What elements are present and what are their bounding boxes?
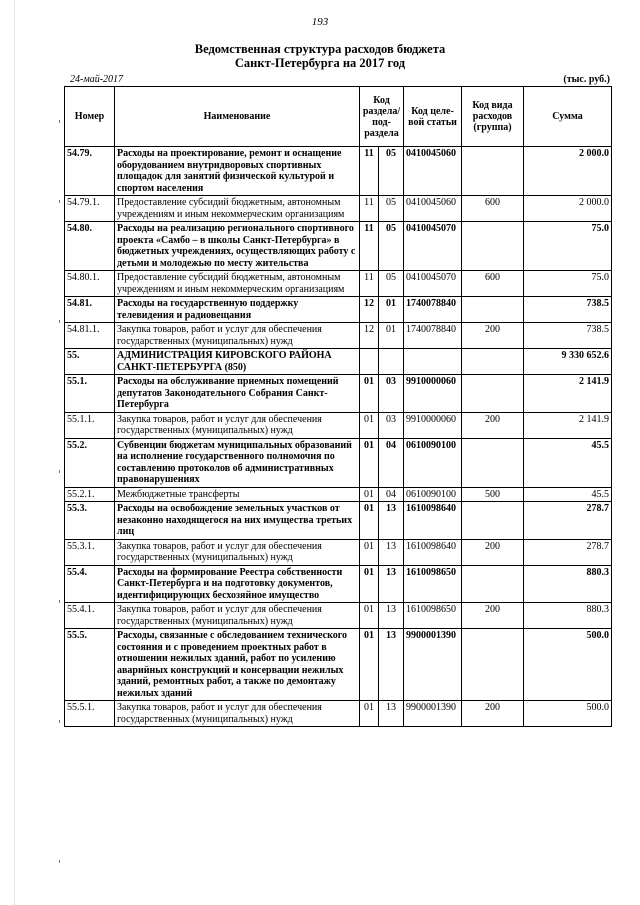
title-line-1: Ведомственная структура расходов бюджета [194,42,446,56]
title-line-2: Санкт-Петербурга на 2017 год [234,56,406,70]
row-expense-type [462,438,524,487]
row-name: Закупка товаров, работ и услуг для обеспечения государственных (муниципальных) нужд [115,701,360,727]
row-sum: 278.7 [524,539,612,565]
row-section: 01 [360,629,379,701]
row-name: Расходы на государственную поддержку телевидения и радиовещания [115,297,360,323]
row-section: 11 [360,271,379,297]
row-target-code: 9900001390 [404,629,462,701]
header-number: Номер [65,87,115,147]
row-target-code: 0610090100 [404,487,462,502]
table-row [65,438,612,487]
row-sum: 880.3 [524,603,612,629]
table-row [65,271,612,297]
row-expense-type: 600 [462,196,524,222]
row-sum: 738.5 [524,297,612,323]
table-row [65,412,612,438]
table-row [65,701,612,727]
document-title [0,42,640,70]
row-expense-type [462,502,524,540]
row-subsection: 05 [379,271,404,297]
table-header-row [65,87,612,147]
row-section: 01 [360,502,379,540]
row-expense-type: 600 [462,271,524,297]
row-name: Предоставление субсидий бюджетным, автономным учреждениям и иным некоммерческим организациям [115,196,360,222]
table-row [65,147,612,196]
row-number: 55.2. [65,438,115,487]
scan-margin-line [14,0,15,905]
row-target-code: 9910000060 [404,375,462,413]
header-target-code: Код целе-вой статьи [404,87,462,147]
row-name: Расходы на реализацию регионального спортивного проекта «Самбо – в школы Санкт-Петербурга» в бюджетных учреждениях, осуществляющих работу с детьми и молодежью по месту жительства [115,222,360,271]
row-target-code: 0410045060 [404,147,462,196]
row-sum: 278.7 [524,502,612,540]
row-expense-type: 200 [462,412,524,438]
row-subsection: 01 [379,323,404,349]
row-number: 54.81.1. [65,323,115,349]
row-section: 01 [360,412,379,438]
table-row [65,487,612,502]
table-row [65,603,612,629]
row-target-code: 9910000060 [404,412,462,438]
row-number: 54.80. [65,222,115,271]
table-body [65,147,612,727]
row-name: Закупка товаров, работ и услуг для обеспечения государственных (муниципальных) нужд [115,603,360,629]
table-row [65,629,612,701]
row-expense-type [462,349,524,375]
row-name: Расходы на освобождение земельных участков от незаконно находящегося на них имущества третьих лиц [115,502,360,540]
units-label: (тыс. руб.) [563,74,610,85]
row-expense-type: 200 [462,603,524,629]
row-sum: 9 330 652.6 [524,349,612,375]
table-row [65,222,612,271]
row-sum: 2 141.9 [524,375,612,413]
row-number: 55.5.1. [65,701,115,727]
row-target-code: 0410045070 [404,222,462,271]
row-sum: 2 000.0 [524,147,612,196]
row-subsection: 03 [379,412,404,438]
table-row [65,502,612,540]
budget-table [64,86,612,727]
row-number: 55.4. [65,565,115,603]
binding-marks [59,0,61,905]
row-section: 11 [360,222,379,271]
header-section-code: Код раздела/ под-раздела [360,87,404,147]
row-name: Предоставление субсидий бюджетным, автономным учреждениям и иным некоммерческим организациям [115,271,360,297]
row-expense-type: 200 [462,701,524,727]
table-row [65,565,612,603]
row-name: Расходы, связанные с обследованием технического состояния и с проведением проектных работ в отношении нежилых зданий, работ по усилению аварийных конструкций и консервации нежилых зданий, ремонтных работ, а также по демонтажу нежилых зданий [115,629,360,701]
document-date: 24-май-2017 [70,74,124,85]
table-row [65,375,612,413]
row-expense-type [462,375,524,413]
row-name: Субвенции бюджетам муниципальных образований на исполнение государственного полномочия по составлению протоколов об административных правонарушениях [115,438,360,487]
row-expense-type: 200 [462,323,524,349]
row-number: 54.79. [65,147,115,196]
row-target-code: 1610098650 [404,565,462,603]
row-sum: 880.3 [524,565,612,603]
row-name: АДМИНИСТРАЦИЯ КИРОВСКОГО РАЙОНА САНКТ-ПЕТЕРБУРГА (850) [115,349,360,375]
row-section: 11 [360,147,379,196]
row-sum: 738.5 [524,323,612,349]
row-number: 55.3. [65,502,115,540]
row-target-code: 1740078840 [404,323,462,349]
row-subsection: 13 [379,502,404,540]
row-number: 55. [65,349,115,375]
row-section: 01 [360,539,379,565]
row-target-code: 1610098650 [404,603,462,629]
table-row [65,539,612,565]
row-target-code: 1610098640 [404,502,462,540]
row-subsection: 13 [379,565,404,603]
row-expense-type [462,222,524,271]
row-subsection: 01 [379,297,404,323]
row-section: 01 [360,487,379,502]
row-subsection: 05 [379,147,404,196]
row-name: Закупка товаров, работ и услуг для обеспечения государственных (муниципальных) нужд [115,412,360,438]
row-sum: 2 141.9 [524,412,612,438]
row-expense-type [462,147,524,196]
row-section [360,349,379,375]
row-sum: 45.5 [524,487,612,502]
row-expense-type [462,297,524,323]
row-sum: 75.0 [524,222,612,271]
row-sum: 2 000.0 [524,196,612,222]
row-number: 55.1.1. [65,412,115,438]
row-section: 12 [360,323,379,349]
row-subsection: 04 [379,487,404,502]
header-expense-type: Код вида расходов (группа) [462,87,524,147]
row-target-code: 0610090100 [404,438,462,487]
row-section: 12 [360,297,379,323]
row-section: 01 [360,438,379,487]
row-number: 55.3.1. [65,539,115,565]
row-expense-type: 200 [462,539,524,565]
row-section: 11 [360,196,379,222]
row-name: Расходы на проектирование, ремонт и оснащение оборудованием внутридворовых спортивных площадок для занятий физической культурой и спортом населения [115,147,360,196]
table-row [65,196,612,222]
row-expense-type [462,565,524,603]
row-name: Закупка товаров, работ и услуг для обеспечения государственных (муниципальных) нужд [115,539,360,565]
row-target-code: 1740078840 [404,297,462,323]
table-row [65,349,612,375]
row-target-code: 1610098640 [404,539,462,565]
page-number: 193 [311,16,329,28]
row-sum: 45.5 [524,438,612,487]
row-sum: 500.0 [524,701,612,727]
row-subsection: 04 [379,438,404,487]
row-name: Расходы на обслуживание приемных помещений депутатов Законодательного Собрания Санкт-Петербурга [115,375,360,413]
row-section: 01 [360,603,379,629]
row-number: 55.2.1. [65,487,115,502]
row-sum: 75.0 [524,271,612,297]
row-number: 55.1. [65,375,115,413]
row-target-code: 0410045060 [404,196,462,222]
row-subsection [379,349,404,375]
row-subsection: 13 [379,539,404,565]
row-name: Расходы на формирование Реестра собственности Санкт-Петербурга и на подготовку документов, идентифицирующих бесхозяйное имущество [115,565,360,603]
table-row [65,323,612,349]
row-section: 01 [360,565,379,603]
row-subsection: 13 [379,701,404,727]
row-subsection: 13 [379,603,404,629]
row-sum: 500.0 [524,629,612,701]
row-name: Закупка товаров, работ и услуг для обеспечения государственных (муниципальных) нужд [115,323,360,349]
row-number: 55.5. [65,629,115,701]
row-section: 01 [360,701,379,727]
table-row [65,297,612,323]
header-name: Наименование [115,87,360,147]
row-subsection: 05 [379,196,404,222]
row-name: Межбюджетные трансферты [115,487,360,502]
row-subsection: 13 [379,629,404,701]
row-number: 54.81. [65,297,115,323]
row-number: 55.4.1. [65,603,115,629]
row-subsection: 03 [379,375,404,413]
row-target-code: 9900001390 [404,701,462,727]
row-subsection: 05 [379,222,404,271]
row-expense-type: 500 [462,487,524,502]
row-expense-type [462,629,524,701]
row-section: 01 [360,375,379,413]
row-target-code: 0410045070 [404,271,462,297]
header-sum: Сумма [524,87,612,147]
row-number: 54.79.1. [65,196,115,222]
row-target-code [404,349,462,375]
row-number: 54.80.1. [65,271,115,297]
